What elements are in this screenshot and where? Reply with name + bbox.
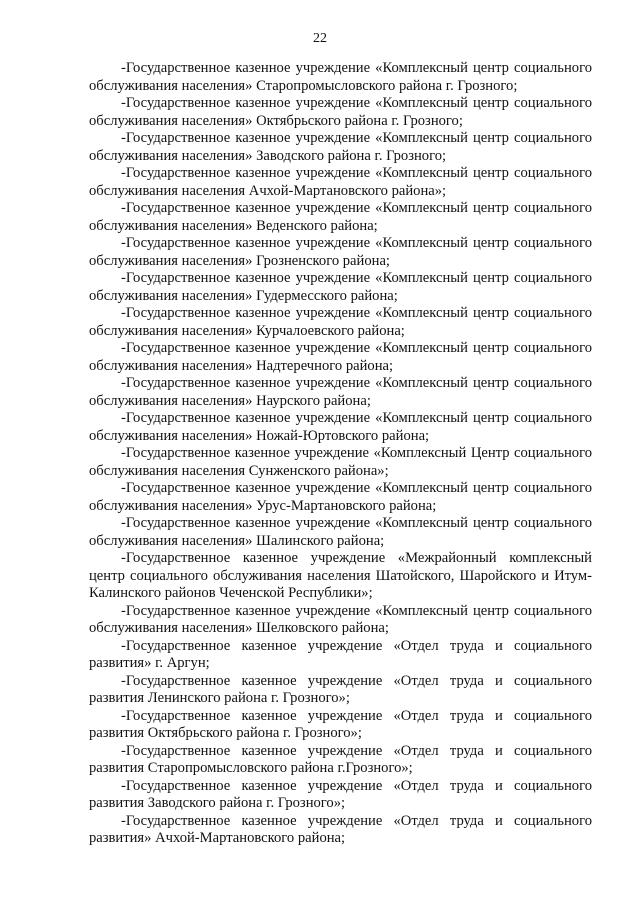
list-item: -Государственное казенное учреждение «Комплексный центр социального обслуживания населения» Веденского района; bbox=[89, 200, 592, 234]
list-item: -Государственное казенное учреждение «Комплексный центр социального обслуживания населения» Наурского района; bbox=[89, 375, 592, 409]
list-item: -Государственное казенное учреждение «Комплексный центр социального обслуживания населения» Урус-Мартановского района; bbox=[89, 480, 592, 514]
list-item: -Государственное казенное учреждение «Комплексный центр социального обслуживания населения» Курчалоевского района; bbox=[89, 305, 592, 339]
list-item: -Государственное казенное учреждение «Отдел труда и социального развития Октябрьского района г. Грозного»; bbox=[89, 707, 592, 741]
list-item: -Государственное казенное учреждение «Отдел труда и социального развития Старопромысловского района г.Грозного»; bbox=[89, 742, 592, 776]
list-item: -Государственное казенное учреждение «Комплексный центр социального обслуживания населения» Заводского района г. Грозного; bbox=[89, 130, 592, 164]
list-item: -Государственное казенное учреждение «Отдел труда и социального развития» г. Аргун; bbox=[89, 637, 592, 671]
list-item: -Государственное казенное учреждение «Отдел труда и социального развития Ленинского района г. Грозного»; bbox=[89, 672, 592, 706]
list-item: -Государственное казенное учреждение «Комплексный центр социального обслуживания населения» Шалинского района; bbox=[89, 515, 592, 549]
list-item: -Государственное казенное учреждение «Комплексный центр социального обслуживания населения» Ножай-Юртовского района; bbox=[89, 410, 592, 444]
list-item: -Государственное казенное учреждение «Межрайонный комплексный центр социального обслуживания населения Шатойского, Шаройского и Итум-Калинского районов Чеченской Республики»; bbox=[89, 550, 592, 601]
institution-list bbox=[89, 60, 592, 848]
list-item: -Государственное казенное учреждение «Комплексный центр социального обслуживания населения» Октябрьского района г. Грозного; bbox=[89, 95, 592, 129]
page-number: 22 bbox=[313, 31, 327, 46]
list-item: -Государственное казенное учреждение «Комплексный центр социального обслуживания населения» Надтеречного района; bbox=[89, 340, 592, 374]
list-item: -Государственное казенное учреждение «Комплексный центр социального обслуживания населения» Шелковского района; bbox=[89, 602, 592, 636]
list-item: -Государственное казенное учреждение «Комплексный центр социального обслуживания населения» Грозненского района; bbox=[89, 235, 592, 269]
list-item: -Государственное казенное учреждение «Отдел труда и социального развития Заводского района г. Грозного»; bbox=[89, 777, 592, 811]
list-item: -Государственное казенное учреждение «Отдел труда и социального развития» Ачхой-Мартановского района; bbox=[89, 812, 592, 846]
list-item: -Государственное казенное учреждение «Комплексный Центр социального обслуживания населения Сунженского района»; bbox=[89, 445, 592, 479]
list-item: -Государственное казенное учреждение «Комплексный центр социального обслуживания населения» Гудермесского района; bbox=[89, 270, 592, 304]
list-item: -Государственное казенное учреждение «Комплексный центр социального обслуживания населения» Старопромысловского района г. Грозного; bbox=[89, 60, 592, 94]
list-item: -Государственное казенное учреждение «Комплексный центр социального обслуживания населения Ачхой-Мартановского района»; bbox=[89, 165, 592, 199]
